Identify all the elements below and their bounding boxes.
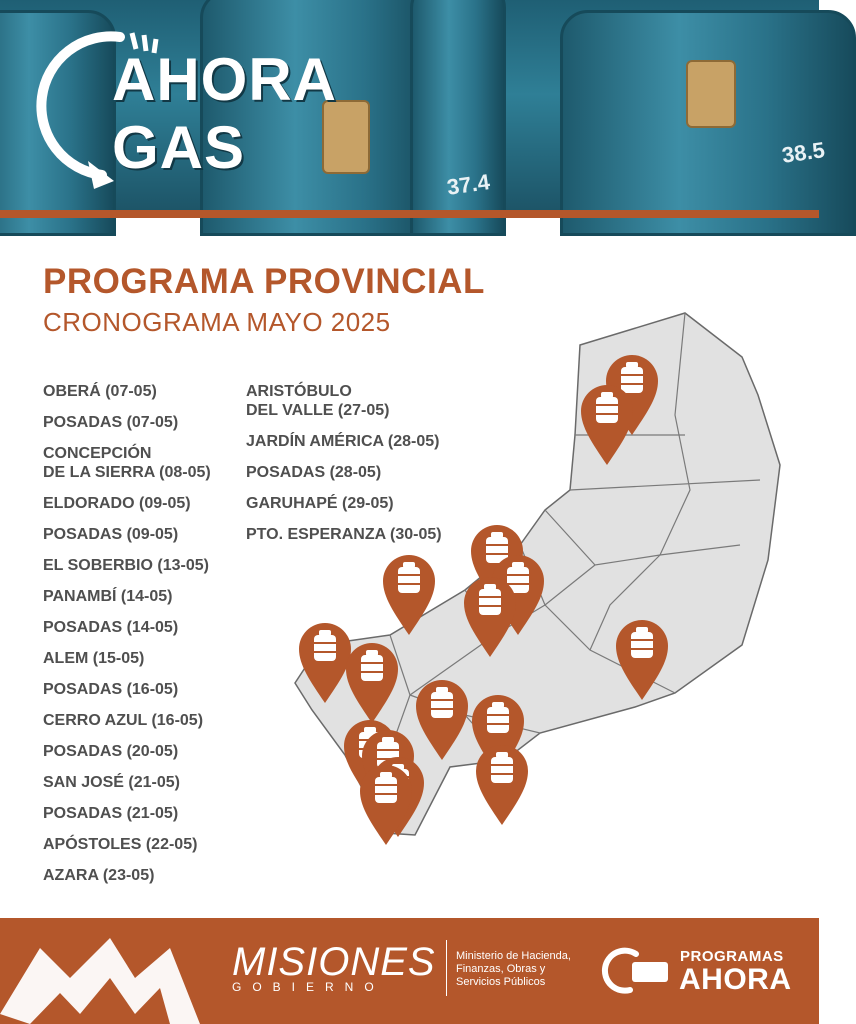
schedule-item: POSADAS (09-05) xyxy=(43,526,179,543)
government-logo-text: MISIONES xyxy=(232,940,436,984)
programs-logo-line2: AHORA xyxy=(679,963,792,996)
schedule-item: POSADAS (16-05) xyxy=(43,681,179,698)
schedule-item: SAN JOSÉ (21-05) xyxy=(43,774,180,791)
province-map xyxy=(290,305,790,850)
header-banner xyxy=(0,0,827,210)
cylinder-label: 37.4 xyxy=(445,169,492,200)
ministry-line: Servicios Públicos xyxy=(456,976,546,988)
schedule-item: ARISTÓBULO DEL VALLE (27-05) xyxy=(246,383,390,419)
schedule-item: ELDORADO (09-05) xyxy=(43,495,191,512)
schedule-item: POSADAS (28-05) xyxy=(246,464,382,481)
logo-text-ahora: AHORA xyxy=(112,46,337,113)
page-title: PROGRAMA PROVINCIAL xyxy=(43,262,485,301)
programas-ahora-icon xyxy=(610,948,672,996)
schedule-item: POSADAS (07-05) xyxy=(43,414,179,431)
schedule-item: PANAMBÍ (14-05) xyxy=(43,588,173,605)
ministry-name xyxy=(456,950,571,989)
page-subtitle: CRONOGRAMA MAYO 2025 xyxy=(43,307,391,337)
ministry-line: Ministerio de Hacienda, xyxy=(456,950,571,962)
schedule-item: POSADAS (20-05) xyxy=(43,743,179,760)
schedule-item: POSADAS (21-05) xyxy=(43,805,179,822)
schedule-item: GARUHAPÉ (29-05) xyxy=(246,495,394,512)
footer-divider xyxy=(446,940,447,996)
schedule-item: POSADAS (14-05) xyxy=(43,619,179,636)
schedule-item: OBERÁ (07-05) xyxy=(43,383,157,400)
government-subtitle: GOBIERNO xyxy=(232,980,385,994)
schedule-list-1 xyxy=(43,382,211,897)
cylinder-label: 38.5 xyxy=(780,137,827,168)
schedule-item: CERRO AZUL (16-05) xyxy=(43,712,204,729)
valve-icon xyxy=(686,60,736,128)
misiones-m-logo xyxy=(0,918,200,1024)
schedule-item: CONCEPCIÓN DE LA SIERRA (08-05) xyxy=(43,445,211,481)
schedule-item: PTO. ESPERANZA (30-05) xyxy=(246,526,442,543)
schedule-item: EL SOBERBIO (13-05) xyxy=(43,557,209,574)
logo-text-gas: GAS xyxy=(112,114,246,181)
gas-cylinder-pin-icon xyxy=(476,745,528,825)
header-divider xyxy=(0,210,819,218)
gas-cylinder-image xyxy=(410,0,506,236)
ahora-gas-logo xyxy=(40,25,337,195)
schedule-item: JARDÍN AMÉRICA (28-05) xyxy=(246,433,440,450)
schedule-item: ALEM (15-05) xyxy=(43,650,145,667)
schedule-item: APÓSTOLES (22-05) xyxy=(43,836,198,853)
ministry-line: Finanzas, Obras y xyxy=(456,963,546,975)
programs-logo-line1: PROGRAMAS xyxy=(680,948,784,965)
schedule-item: AZARA (23-05) xyxy=(43,867,155,884)
